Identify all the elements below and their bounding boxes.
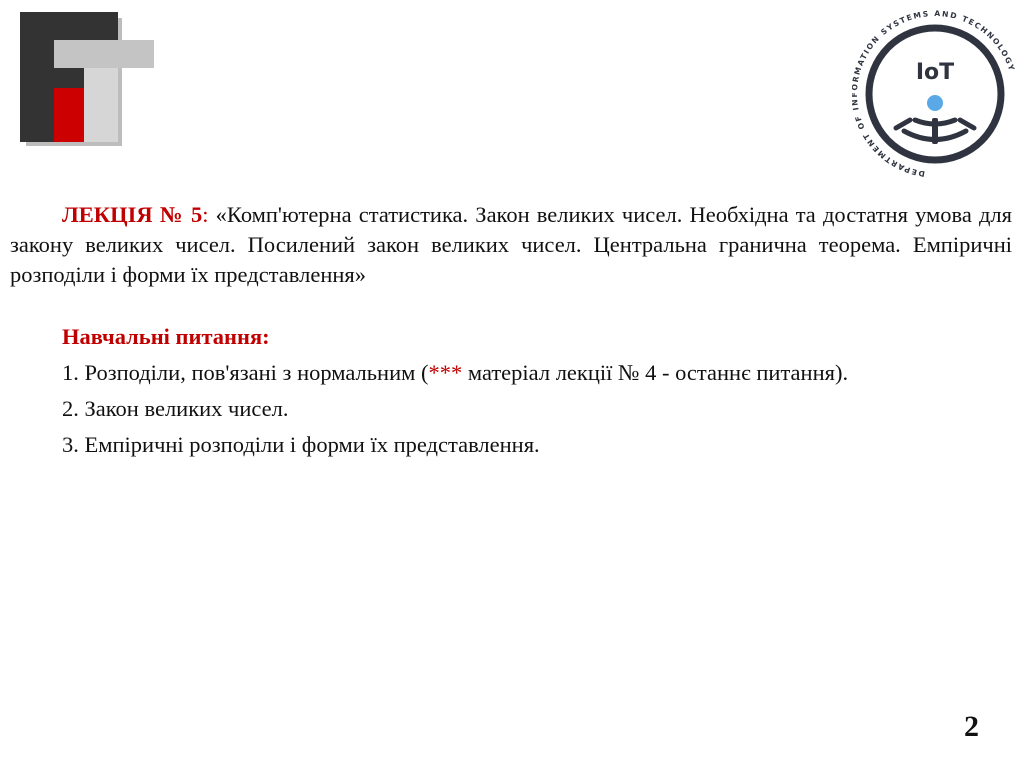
- fit-logo: [20, 12, 156, 148]
- question-item-3: [10, 430, 1012, 460]
- fit-logo-t-stem: [84, 68, 118, 142]
- question-1-stars: ***: [428, 360, 463, 385]
- question-2-text: 2. Закон великих чисел.: [62, 396, 289, 421]
- iot-seal-stem: [932, 118, 938, 144]
- question-item-1: [10, 358, 1012, 388]
- fit-logo-t-bar: [54, 40, 154, 68]
- fit-logo-graphic: [20, 12, 156, 148]
- iot-department-seal: [852, 8, 1018, 178]
- questions-heading: [10, 322, 1012, 352]
- lecture-paragraph: [10, 200, 1012, 290]
- iot-seal-graphic: [852, 8, 1018, 178]
- question-3-text: 3. Емпіричні розподіли і форми їх представлення.: [62, 432, 540, 457]
- iot-seal-dot: [927, 95, 943, 111]
- question-1-prefix: 1. Розподіли, пов'язані з нормальним (: [62, 360, 429, 385]
- lecture-label: ЛЕКЦІЯ № 5: [62, 202, 203, 227]
- iot-seal-tick-left: [896, 120, 910, 128]
- questions-heading-text: Навчальні питання:: [62, 324, 270, 349]
- iot-seal-title: IoT: [915, 60, 955, 85]
- fit-logo-f-mid: [54, 68, 84, 88]
- slide-content: [10, 200, 1012, 460]
- lecture-title: «Комп'ютерна статистика. Закон великих чисел. Необхідна та достатня умова для закону великих чисел. Посилений закон великих чисел. Центральна гранична теорема. Емпіричні розподіли і форми їх представлення»: [10, 202, 1012, 287]
- lecture-colon: :: [202, 202, 209, 227]
- iot-seal-tick-right: [960, 120, 974, 128]
- iot-seal-ring-text: DEPARTMENT OF MATION SYSTEMS AND TECHNOLOGY: [852, 8, 1017, 178]
- fit-logo-red-block: [54, 88, 84, 142]
- question-1-suffix: матеріал лекції № 4 - останнє питання).: [462, 360, 849, 385]
- question-item-2: [10, 394, 1012, 424]
- page-number: 2: [964, 710, 979, 743]
